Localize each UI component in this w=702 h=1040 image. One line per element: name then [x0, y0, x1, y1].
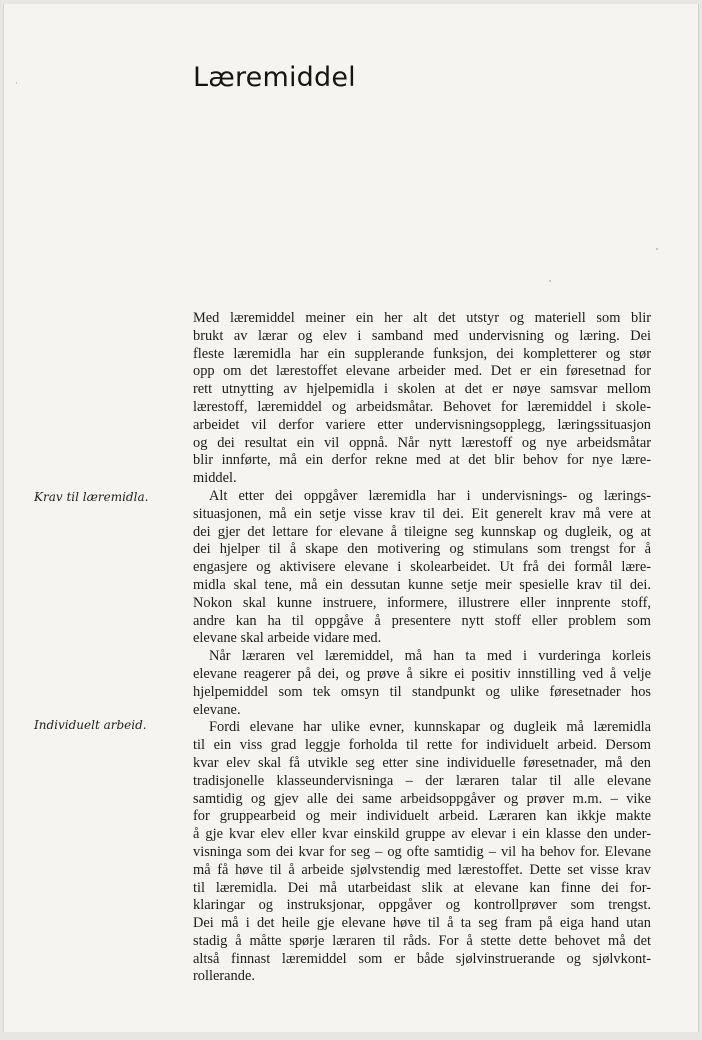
text-line: til ein viss grad leggje forholda til rette for individuelt arbeid. Dersom — [193, 737, 651, 754]
text-line: samtidig og gjev alle dei same arbeidsoppgåver og prøver m.m. – vike — [193, 790, 651, 807]
text-line: fleste læremidla har ein supplerande funksjon, dei kompletterer og stør — [193, 345, 651, 362]
text-line: dei hjelper til å skape den motivering og stimulans som trengst for å — [193, 541, 651, 558]
text-line: dei gjer det lettare for elevane å tileigne seg kunnskap og dugleik, og at — [193, 523, 651, 540]
text-line: midla skal tene, må ein dessutan kunne setje meir spesielle krav til dei. — [193, 576, 651, 593]
text-line: kvar elev skal få utvikle seg etter sine individuelle føresetnader, må den — [193, 754, 651, 771]
text-line: klaringar og instruksjonar, oppgåver og kontrollprøver som trengst. — [193, 897, 651, 914]
text-line: blir innførte, må ein derfor rekne med at det blir behov for nye lære- — [193, 452, 651, 469]
text-line: elevane. — [193, 701, 241, 718]
text-line: til læremidla. Dei må utarbeidast slik at elevane kan finne dei for- — [193, 879, 651, 896]
paper-speck — [16, 82, 17, 84]
text-line: altså finnast læremiddel som er både sjølvinstruerande og sjølvkont- — [193, 950, 651, 967]
text-line: opp om det lærestoffet elevane arbeider med. Det er ein føresetnad for — [193, 363, 651, 380]
text-line: å gje kvar elev eller kvar einskild gruppe av elevar i ein klasse den under- — [193, 826, 651, 843]
document-page — [3, 4, 698, 1032]
margin-note-krav: Krav til læremidla. — [34, 490, 149, 504]
page-title: Læremiddel — [193, 62, 356, 93]
text-line: og dei resultat ein vil oppnå. Når nytt lærestoff og nye arbeidsmåtar — [193, 434, 651, 451]
paper-speck — [656, 248, 658, 250]
text-line: rollerande. — [193, 968, 255, 985]
text-line: brukt av lærar og elev i samband med undervisning og læring. Dei — [193, 327, 651, 344]
text-line: arbeidet vil derfor variere etter undervisningsopplegg, læringssituasjon — [193, 416, 651, 433]
text-line: Alt etter dei oppgåver læremidla har i undervisnings- og lærings- — [209, 487, 651, 504]
text-line: for gruppearbeid og meir individuelt arbeid. Læraren kan ikkje makte — [193, 808, 651, 825]
body-text — [193, 310, 651, 986]
text-line: elevane reagerer på dei, og prøve å sikre ei positiv innstilling ved å velje — [193, 665, 651, 682]
text-line: visninga som dei kvar for seg – og ofte samtidig – vil ha behov for. Elevane — [193, 843, 651, 860]
paper-speck — [549, 280, 551, 282]
text-line: andre kan ha til oppgåve å presentere nytt stoff eller problem som — [193, 612, 651, 629]
text-line: tradisjonelle klasseundervisninga – der læraren talar til alle elevane — [193, 772, 651, 789]
text-line: Dei må i det heile gje elevane høve til å ta seg fram på eiga hand utan — [193, 915, 651, 932]
text-line: Nokon skal kunne instruere, informere, illustrere eller innprente stoff, — [193, 594, 651, 611]
text-line: situasjonen, må ein setje visse krav til dei. Eit generelt krav må vere at — [193, 505, 651, 522]
text-line: lærestoff, læremiddel og arbeidsmåtar. Behovet for læremiddel i skole- — [193, 398, 651, 415]
text-line: stadig å måtte spørje læraren til råds. For å stette dette behovet må det — [193, 932, 651, 949]
text-line: hjelpemiddel som tek omsyn til standpunkt og ulike føresetnader hos — [193, 683, 651, 700]
text-line: Når læraren vel læremiddel, må han ta med i vurderinga korleis — [209, 648, 651, 665]
text-line: må få høve til å arbeide sjølvstendig med lærestoffet. Dette set visse krav — [193, 861, 651, 878]
text-line: Med læremiddel meiner ein her alt det utstyr og materiell som blir — [193, 310, 651, 326]
text-line: middel. — [193, 470, 237, 487]
text-line: engasjere og aktivisere elevane i skolearbeidet. Ut frå dei formål lære- — [193, 559, 651, 576]
text-line: rett utnytting av hjelpemidla i skolen at det er nøye samsvar mellom — [193, 381, 651, 398]
text-line: Fordi elevane har ulike evner, kunnskapar og dugleik må læremidla — [209, 719, 651, 736]
text-line: elevane skal arbeide vidare med. — [193, 630, 382, 647]
margin-note-individuelt: Individuelt arbeid. — [34, 718, 147, 732]
